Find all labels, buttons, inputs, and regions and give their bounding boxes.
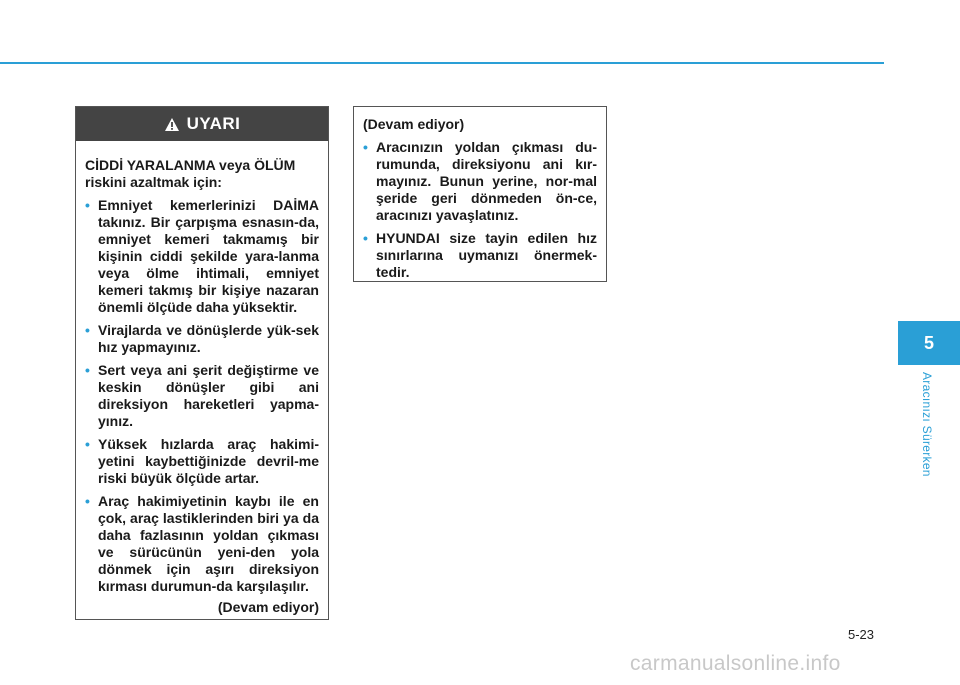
- list-item: • Emniyet kemerlerinizi DAİMA takınız. Bir çarpışma esnasın-da, emniyet kemeri takmamış bir kişinin ciddi şekilde yara-lanma veya ölme ihtimali, emniyet kemeri takmış bir kişiye nazaran önemli ölçüde daha yüksektir.: [85, 197, 319, 315]
- bullet-icon: •: [363, 139, 368, 155]
- list-item: • Yüksek hızlarda araç hakimi-yetini kaybettiğinizde devril-me riski büyük ölçüde artar.: [85, 436, 319, 486]
- continued-label: (Devam ediyor): [217, 599, 319, 615]
- bullet-icon: •: [85, 493, 90, 509]
- continuation-box: [353, 106, 607, 282]
- bullet-icon: •: [85, 362, 90, 378]
- continuation-header: (Devam ediyor): [363, 116, 465, 132]
- warning-intro: CİDDİ YARALANMA veya ÖLÜM riskini azaltmak için:: [85, 157, 296, 190]
- bullet-icon: •: [85, 322, 90, 338]
- watermark: carmanualsonline.info: [630, 652, 841, 675]
- bullet-icon: •: [363, 230, 368, 246]
- list-item: • Aracınızın yoldan çıkması du-rumunda, direksiyonu ani kır-mayınız. Bunun yerine, nor-mal şeride geri dönmeden ön-ce, aracınızı yavaşlatınız.: [363, 139, 597, 223]
- bullet-icon: •: [85, 436, 90, 452]
- bullet-icon: •: [85, 197, 90, 213]
- warning-triangle-icon: [164, 117, 180, 132]
- page-number: 5-23: [848, 627, 875, 642]
- warning-body: [76, 141, 328, 616]
- top-rule: [0, 62, 884, 64]
- warning-header: [76, 107, 328, 141]
- chapter-tab: 5: [898, 321, 960, 365]
- warning-box: [75, 106, 329, 620]
- list-item: • HYUNDAI size tayin edilen hız sınırlarına uymanızı önermek-tedir.: [363, 230, 597, 280]
- list-item: • Sert veya ani şerit değiştirme ve keskin dönüşler gibi ani direksiyon hareketleri yapma-yınız.: [85, 362, 319, 429]
- warning-header-label: UYARI: [186, 114, 241, 133]
- warning-list: [85, 197, 319, 595]
- list-item: • Araç hakimiyetinin kaybı ile en çok, araç lastiklerinden biri ya da daha fazlasının yoldan çıkması ve sürücünün yeni-den yola dönmek için aşırı direksiyon kırması durumun-da karşılaşılır.: [85, 493, 319, 594]
- list-item: • Virajlarda ve dönüşlerde yük-sek hız yapmayınız.: [85, 322, 319, 355]
- continuation-list: [363, 139, 597, 281]
- chapter-title: Aracınızı Sürerken: [920, 372, 934, 477]
